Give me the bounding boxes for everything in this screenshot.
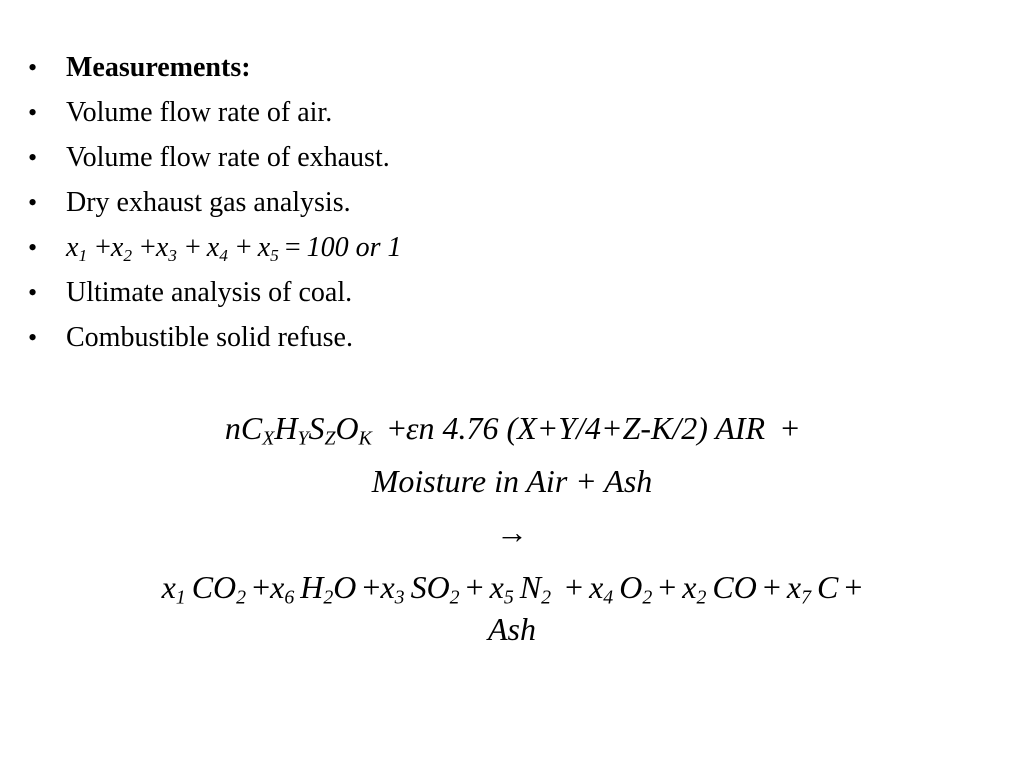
var-x: x [589,569,604,605]
plus-sign: + [658,569,677,605]
plus-sign: + [844,569,863,605]
plus-sign: + [387,410,406,446]
bullet-text: Volume flow rate of air. [66,97,333,128]
equals-sign: = [284,232,301,263]
subscript: 2 [642,586,653,609]
var-x: x [66,232,79,263]
subscript: 2 [323,586,334,609]
element-h: H [274,410,298,446]
plus-sign: + [362,569,381,605]
var-x: x [270,569,285,605]
bullet-marker: • [28,188,38,217]
plus-sign: + [184,232,201,263]
bullet-text: Combustible solid refuse. [66,322,353,353]
species-o2: O [619,569,643,605]
subscript: 2 [541,586,552,609]
element-c: C [240,410,263,446]
plus-sign: + [252,569,271,605]
bullet-text: Ultimate analysis of coal. [66,277,353,308]
element-o: O [335,410,359,446]
subscript: 3 [168,245,177,265]
var-n: n [224,410,241,446]
subscript: 7 [801,586,812,609]
subscript: 1 [175,586,186,609]
subscript: 4 [603,586,614,609]
bullet-marker: • [28,233,38,262]
species-h2o-o: O [333,569,357,605]
subscript: 2 [449,586,460,609]
air-term: n 4.76 (X+Y/4+Z-K/2) AIR [418,410,766,446]
subscript: 2 [123,245,133,265]
bullet-sum-equation [28,225,988,270]
plus-sign: + [565,569,584,605]
species-so2: SO [410,569,450,605]
bullet-marker: • [28,323,38,352]
bullet-item [28,180,988,225]
bullet-marker: • [28,98,38,127]
bullet-text: Dry exhaust gas analysis. [66,187,351,218]
plus-sign: + [781,410,800,446]
subscript: 3 [394,586,405,609]
subscript: 5 [503,586,514,609]
species-co: CO [712,569,757,605]
reaction-products-line [0,569,1024,609]
bullet-marker: • [28,53,38,82]
bullet-text: Volume flow rate of exhaust. [66,142,390,173]
excess-air-symbol: ε [405,410,419,446]
subscript: 5 [270,245,279,265]
var-x: x [380,569,395,605]
bullet-item [28,90,988,135]
subscript: 6 [284,586,295,609]
plus-sign: + [140,232,156,263]
bullet-heading [28,45,988,90]
reaction-reactants-line [0,410,1024,450]
plus-sign: + [235,232,252,263]
species-h2o: H [300,569,324,605]
var-x: x [161,569,176,605]
plus-sign: + [95,232,111,263]
subscript: K [358,427,372,450]
subscript: 2 [236,586,247,609]
reaction-ash-line: Ash [488,611,536,647]
subscript: 1 [78,245,88,265]
reaction-moisture-line: Moisture in Air + Ash [371,463,653,499]
sum-result: 100 or 1 [306,232,402,263]
reaction-arrow: → [496,514,528,550]
bullet-item [28,270,988,315]
subscript: 4 [219,245,228,265]
subscript: Z [324,427,336,450]
bullet-list [28,45,988,360]
species-co2: CO [191,569,237,605]
var-x: x [786,569,802,605]
species-n2: N [519,569,542,605]
var-x: x [257,232,271,263]
var-x: x [682,569,697,605]
bullet-item [28,135,988,180]
species-c: C [817,569,839,605]
subscript: Y [297,427,309,450]
bullet-marker: • [28,143,38,172]
subscript: 2 [696,586,707,609]
element-s: S [308,410,325,446]
var-x: x [489,569,504,605]
bullet-marker: • [28,278,38,307]
plus-sign: + [465,569,484,605]
plus-sign: + [762,569,781,605]
bullet-item [28,315,988,360]
var-x: x [155,232,169,263]
subscript: X [262,427,275,450]
heading-text: Measurements: [66,52,251,83]
sum-equation [66,232,402,263]
var-x: x [110,232,124,263]
var-x: x [206,232,220,263]
